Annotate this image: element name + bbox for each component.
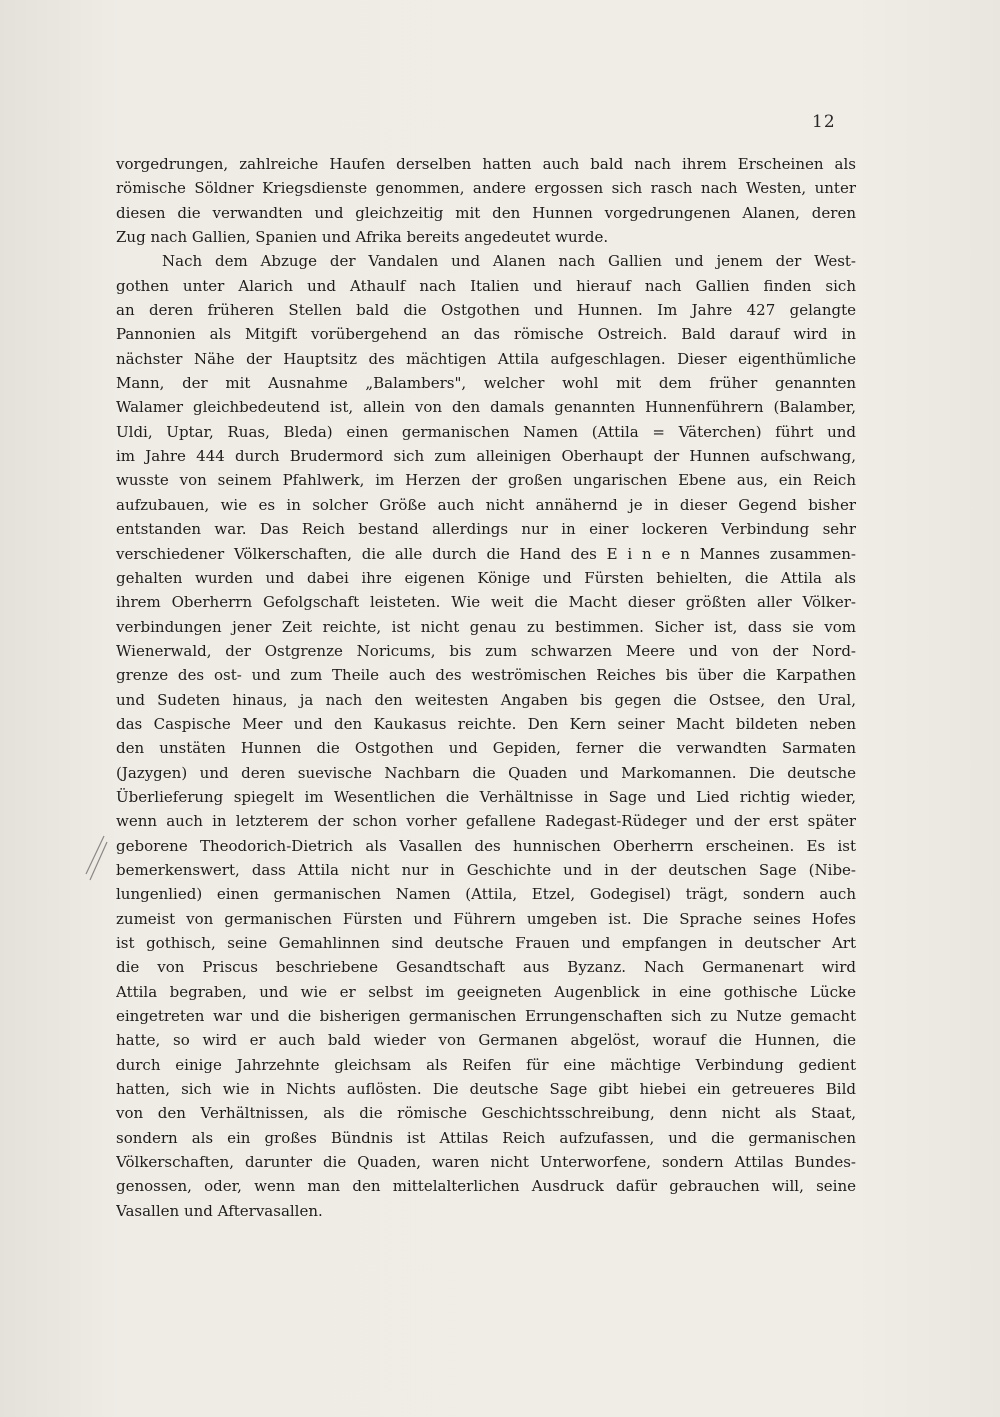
text-line: wusste von seinem Pfahlwerk, im Herzen der großen ungarischen Ebene aus, ein Reich [116,471,856,490]
page-number: 12 [812,112,836,132]
text-line: gothen unter Alarich und Athaulf nach Italien und hierauf nach Gallien finden sich [116,276,856,295]
text-line: eingetreten war und die bisherigen germanischen Errungenschaften sich zu Nutze gemacht [116,1007,856,1026]
text-line: Nach dem Abzuge der Vandalen und Alanen nach Gallien und jenem der West- [162,252,856,271]
text-line: hatte, so wird er auch bald wieder von Germanen abgelöst, worauf die Hunnen, die [116,1031,856,1050]
text-line: entstanden war. Das Reich bestand allerdings nur in einer lockeren Verbindung sehr [116,520,856,539]
text-line: das Caspische Meer und den Kaukasus reichte. Den Kern seiner Macht bildeten neben [116,714,856,733]
text-line: römische Söldner Kriegsdienste genommen, andere ergossen sich rasch nach Westen, unter [116,179,856,198]
text-line: gehalten wurden und dabei ihre eigenen Könige und Fürsten behielten, die Attila als [116,568,856,587]
text-line: im Jahre 444 durch Brudermord sich zum alleinigen Oberhaupt der Hunnen aufschwang, [116,447,856,466]
text-line: Wienerwald, der Ostgrenze Noricums, bis zum schwarzen Meere und von der Nord- [116,641,856,660]
text-line: nächster Nähe der Hauptsitz des mächtigen Attila aufgeschlagen. Dieser eigenthümliche [116,349,856,368]
text-line: zumeist von germanischen Fürsten und Führern umgeben ist. Die Sprache seines Hofes [116,909,856,928]
text-line: diesen die verwandten und gleichzeitig mit den Hunnen vorgedrungenen Alanen, deren [116,203,856,222]
text-line: (Jazygen) und deren suevische Nachbarn die Quaden und Markomannen. Die deutsche [116,763,856,782]
text-line: Überlieferung spiegelt im Wesentlichen die Verhältnisse in Sage und Lied richtig wieder, [116,787,856,806]
text-line: verschiedener Völkerschaften, die alle durch die Hand des E i n e n Mannes zusammen- [116,544,856,563]
pencil-margin-mark [82,832,108,882]
text-line: Mann, der mit Ausnahme „Balambers", welcher wohl mit dem früher genannten [116,374,856,393]
text-line: sondern als ein großes Bündnis ist Attilas Reich aufzufassen, und die germanischen [116,1128,856,1147]
text-line: genossen, oder, wenn man den mittelalterlichen Ausdruck dafür gebrauchen will, seine [116,1177,856,1196]
text-line: Völkerschaften, darunter die Quaden, waren nicht Unterworfene, sondern Attilas Bundes- [116,1153,856,1172]
text-line: Vasallen und Aftervasallen. [116,1201,323,1220]
text-line: von den Verhältnissen, als die römische Geschichtsschreibung, denn nicht als Staat, [116,1104,856,1123]
text-line: die von Priscus beschriebene Gesandtschaft aus Byzanz. Nach Germanenart wird [116,958,856,977]
text-line: Attila begraben, und wie er selbst im geeigneten Augenblick in eine gothische Lücke [116,982,856,1001]
text-line: vorgedrungen, zahlreiche Haufen derselben hatten auch bald nach ihrem Erscheinen als [116,155,856,173]
text-line: geborene Theodorich-Dietrich als Vasallen des hunnischen Oberherrn erscheinen. Es ist [116,836,856,855]
text-line: Zug nach Gallien, Spanien und Afrika bereits angedeutet wurde. [116,228,609,247]
paragraph-1 [116,152,856,249]
text-line: den unstäten Hunnen die Ostgothen und Gepiden, ferner die verwandten Sarmaten [116,739,856,758]
text-line: grenze des ost- und zum Theile auch des weströmischen Reiches bis über die Karpathen [116,666,856,685]
text-line: Uldi, Uptar, Ruas, Bleda) einen germanischen Namen (Attila = Väterchen) führt und [116,422,856,441]
text-line: aufzubauen, wie es in solcher Größe auch nicht annähernd je in dieser Gegend bisher [116,495,856,514]
text-line: bemerkenswert, dass Attila nicht nur in Geschichte und in der deutschen Sage (Nibe- [116,860,856,879]
body-text [116,152,856,1223]
text-line: durch einige Jahrzehnte gleichsam als Reifen für eine mächtige Verbindung gedient [116,1055,856,1074]
text-line: Walamer gleichbedeutend ist, allein von den damals genannten Hunnenführern (Balamber, [116,398,856,417]
text-line: und Sudeten hinaus, ja nach den weitesten Angaben bis gegen die Ostsee, den Ural, [116,690,856,709]
text-line: verbindungen jener Zeit reichte, ist nicht genau zu bestimmen. Sicher ist, dass sie vom [116,617,856,636]
text-line: an deren früheren Stellen bald die Ostgothen und Hunnen. Im Jahre 427 gelangte [116,301,856,320]
paragraph-2 [116,249,856,1223]
text-line: lungenlied) einen germanischen Namen (Attila, Etzel, Godegisel) trägt, sondern auch [116,885,856,904]
text-line: ihrem Oberherrn Gefolgschaft leisteten. Wie weit die Macht dieser größten aller Völker- [116,593,856,612]
text-line: Pannonien als Mitgift vorübergehend an das römische Ostreich. Bald darauf wird in [116,325,856,344]
text-line: ist gothisch, seine Gemahlinnen sind deutsche Frauen und empfangen in deutscher Art [116,934,856,952]
text-line: wenn auch in letzterem der schon vorher gefallene Radegast-Rüdeger und der erst später [116,812,856,831]
text-line: hatten, sich wie in Nichts auflösten. Die deutsche Sage gibt hiebei ein getreueres Bild [116,1080,856,1099]
